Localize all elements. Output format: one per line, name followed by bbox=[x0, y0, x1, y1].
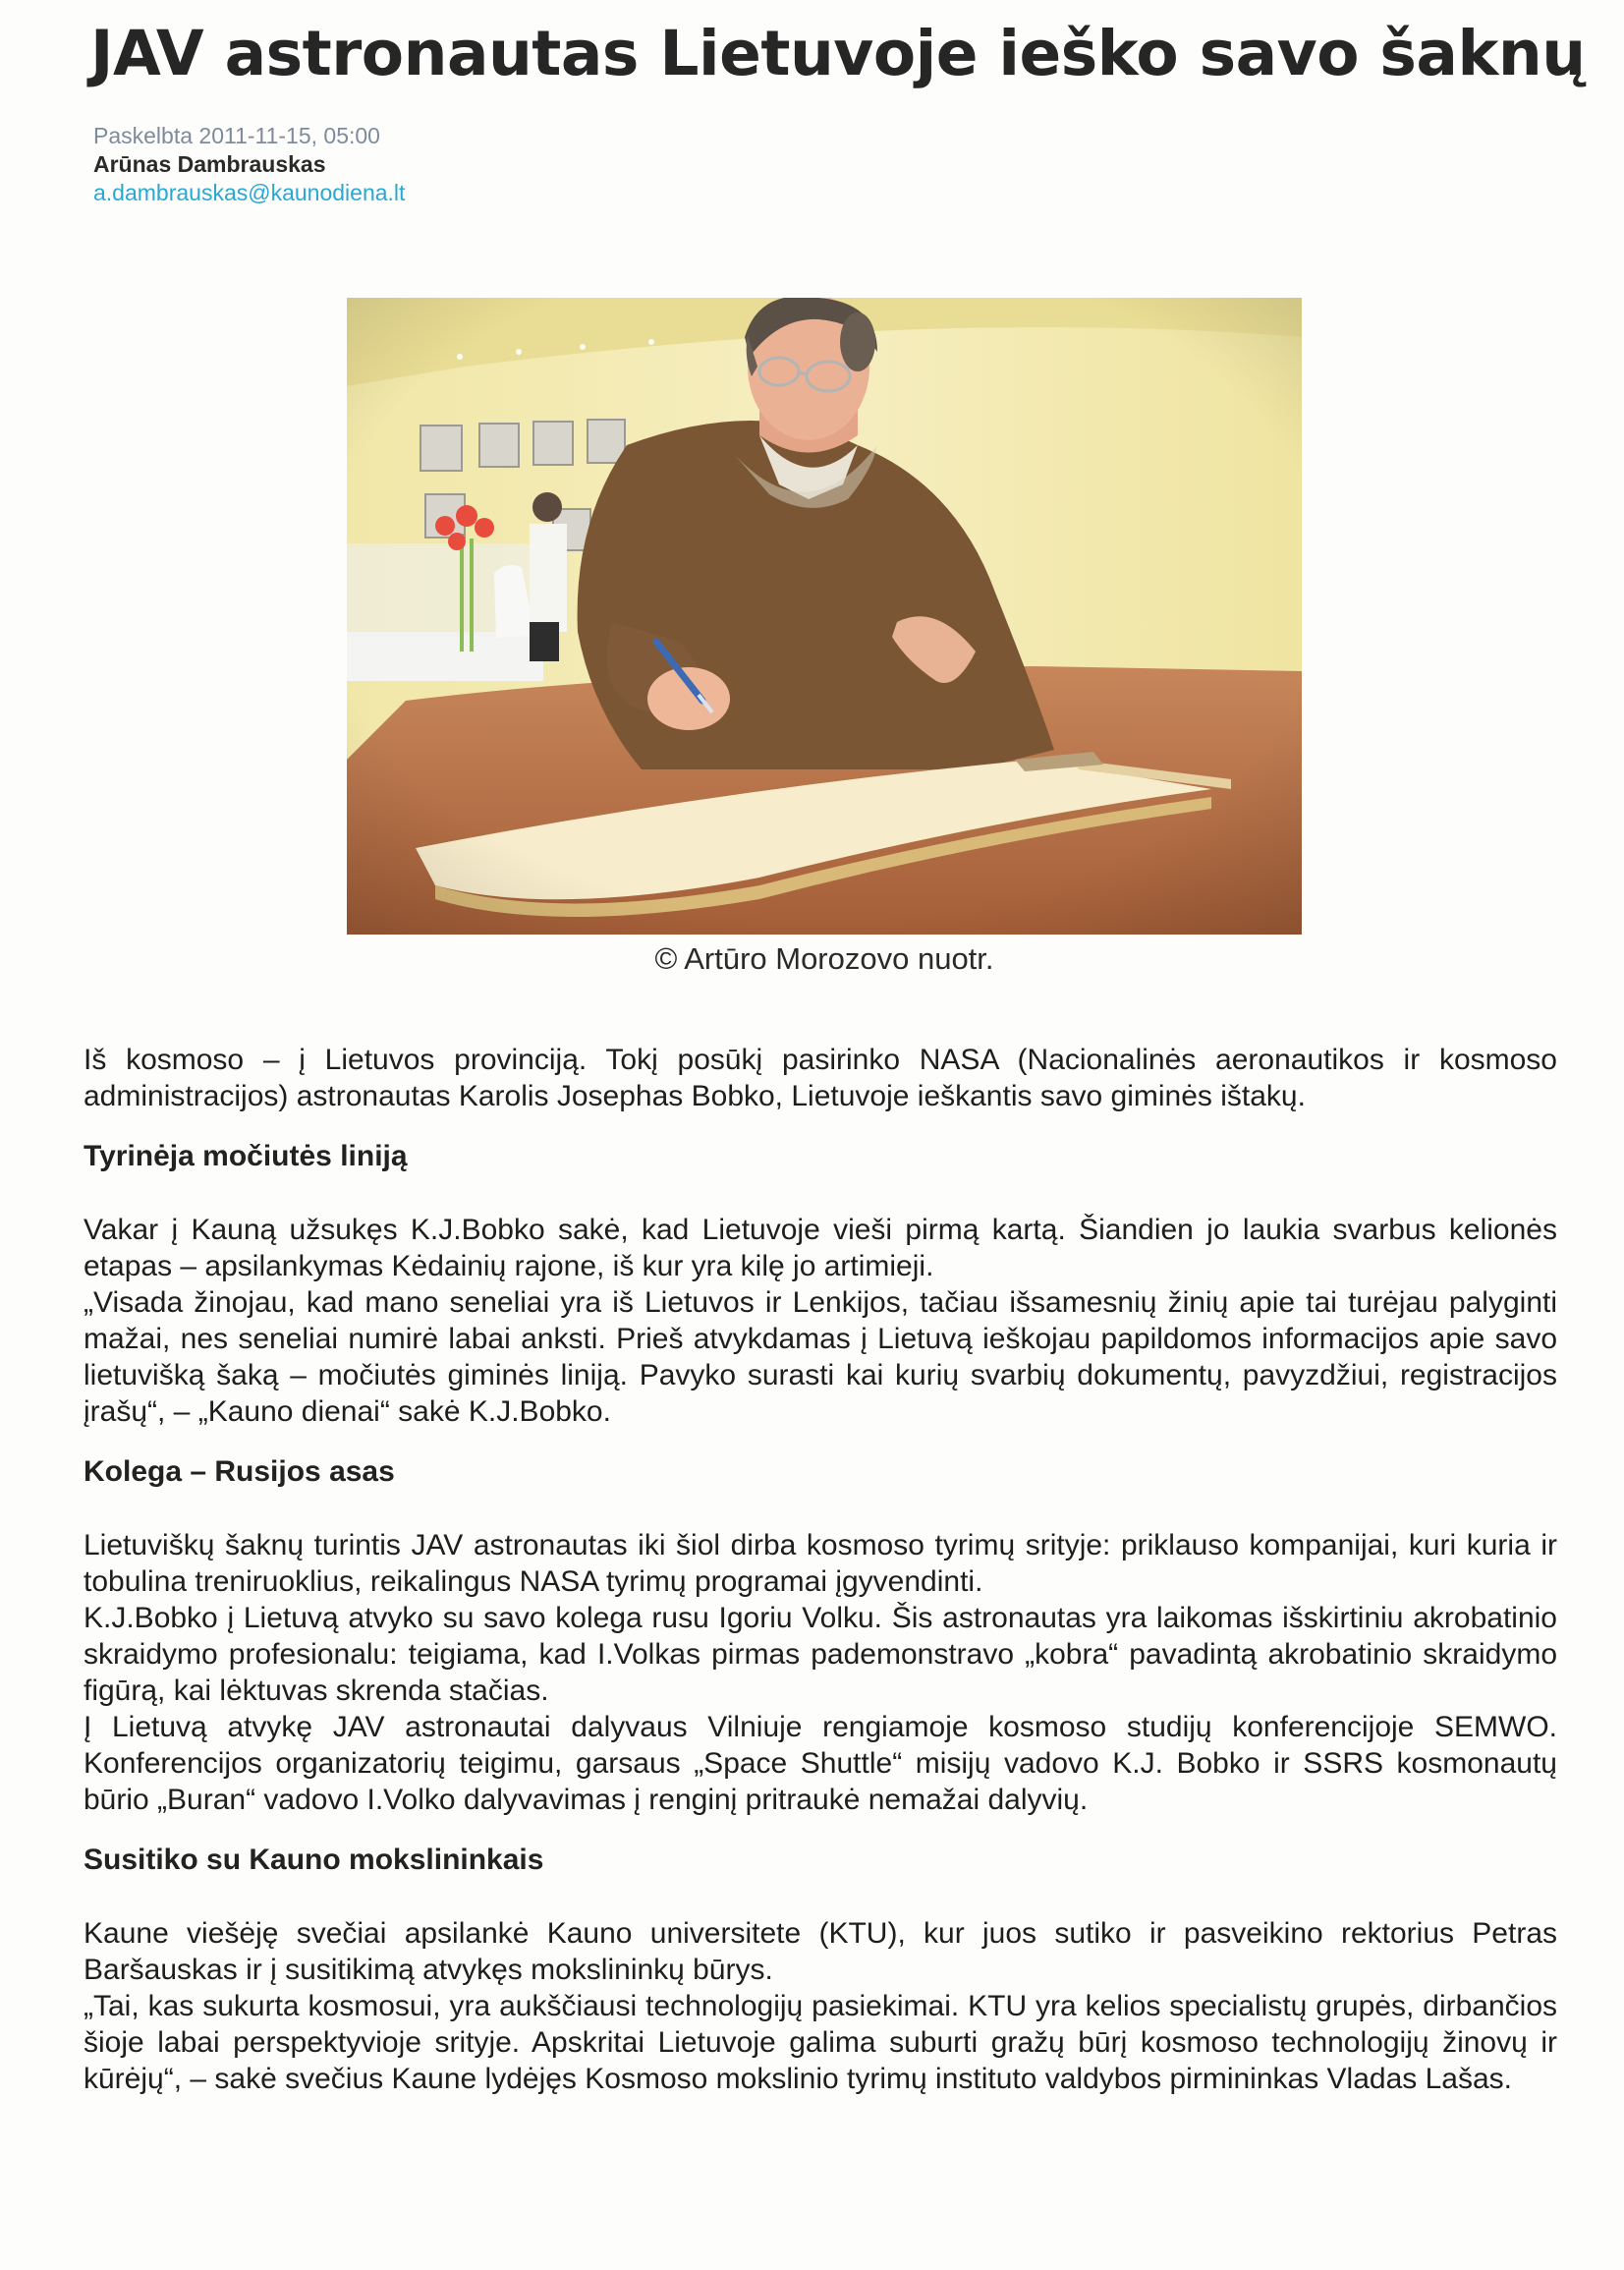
article-photo bbox=[347, 298, 1302, 935]
photo-caption: © Artūro Morozovo nuotr. bbox=[654, 941, 994, 976]
section-heading: Tyrinėja močiutės liniją bbox=[84, 1140, 408, 1172]
paragraph: Lietuviškų šaknų turintis JAV astronautas iki šiol dirba kosmoso tyrimų srityje: priklauso kompanijai, kuri kuria ir tobulina treniruoklius, reikalingus NASA tyrimų programai įgyvendinti. bbox=[84, 1529, 1557, 1598]
publish-date: Paskelbta 2011-11-15, 05:00 bbox=[93, 123, 380, 148]
section-heading: Susitiko su Kauno mokslininkais bbox=[84, 1844, 544, 1876]
paragraph: „Tai, kas sukurta kosmosui, yra aukščiausi technologijų pasiekimai. KTU yra kelios specialistų grupės, dirbančios šioje labai perspektyvioje srityje. Apskritai Lietuvoje galima suburti gražų būrį kosmoso technologijų žinovų ir kūrėjų“, – sakė svečius Kaune lydėjęs Kosmoso mokslinio tyrimų instituto valdybos pirmininkas Vladas Lašas. bbox=[84, 1990, 1557, 2095]
paragraph: K.J.Bobko į Lietuvą atvyko su savo kolega rusu Igoriu Volku. Šis astronautas yra laikomas išskirtiniu akrobatinio skraidymo profesionalu: teigiama, kad I.Volkas pirmas pademonstravo „kobra“ pavadintą akrobatinio skraidymo figūrą, kai lėktuvas skrenda stačias. bbox=[84, 1602, 1557, 1707]
paragraph: „Visada žinojau, kad mano seneliai yra iš Lietuvos ir Lenkijos, tačiau išsamesnių žinių apie tai turėjau palyginti mažai, nes seneliai numirė labai anksti. Prieš atvykdamas į Lietuvą ieškojau papildomos informacijos apie savo lietuvišką šaką – močiutės giminės liniją. Pavyko surasti kai kurių svarbių dokumentų, pavyzdžiui, registracijos įrašų“, – „Kauno dienai“ sakė K.J.Bobko. bbox=[84, 1286, 1557, 1428]
author-name: Arūnas Dambrauskas bbox=[93, 151, 326, 177]
article-lead: Iš kosmoso – į Lietuvos provinciją. Tokį posūkį pasirinko NASA (Nacionalinės aeronautikos ir kosmoso administracijos) astronautas Karolis Josephas Bobko, Lietuvoje ieškantis savo giminės ištakų. bbox=[84, 1044, 1557, 1112]
article-headline: JAV astronautas Lietuvoje ieško savo šaknų bbox=[90, 18, 1586, 89]
article-meta bbox=[93, 122, 405, 207]
paragraph: Kaune viešėję svečiai apsilankė Kauno universitete (KTU), kur juos sutiko ir pasveikino rektorius Petras Baršauskas ir į susitikimą atvykęs mokslininkų būrys. bbox=[84, 1917, 1557, 1986]
section-heading: Kolega – Rusijos asas bbox=[84, 1455, 395, 1488]
author-email-link[interactable]: a.dambrauskas@kaunodiena.lt bbox=[93, 180, 406, 205]
paragraph: Į Lietuvą atvykę JAV astronautai dalyvaus Vilniuje rengiamoje kosmoso studijų konferencijoje SEMWO. Konferencijos organizatorių teigimu, garsaus „Space Shuttle“ misijų vadovo K.J. Bobko ir SSRS kosmonautų būrio „Buran“ vadovo I.Volko dalyvavimas į renginį pritraukė nemažai dalyvių. bbox=[84, 1711, 1557, 1816]
article-body bbox=[84, 1042, 1557, 2097]
paragraph: Vakar į Kauną užsukęs K.J.Bobko sakė, kad Lietuvoje vieši pirmą kartą. Šiandien jo laukia svarbus kelionės etapas – apsilankymas Kėdainių rajone, iš kur yra kilę jo artimieji. bbox=[84, 1214, 1557, 1282]
